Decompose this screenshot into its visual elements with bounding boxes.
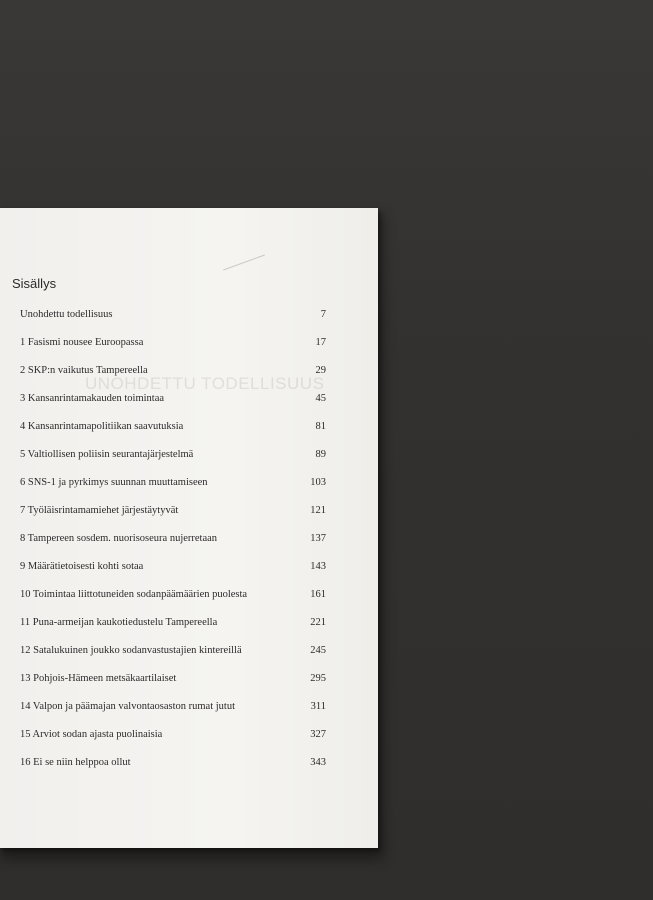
toc-entry-page-number: 327 — [310, 728, 326, 740]
toc-entry-title: 3 Kansanrintamakauden toimintaa — [20, 392, 165, 404]
toc-entry-page-number: 137 — [310, 532, 326, 544]
toc-entry-page-number: 245 — [310, 644, 326, 656]
toc-entry-page-number: 121 — [310, 504, 326, 516]
toc-entry — [20, 528, 326, 548]
bleed-through-text: UNOHDETTU TODELLISUUS — [85, 374, 325, 393]
toc-entry-page-number: 81 — [315, 420, 326, 432]
toc-entry-title: 11 Puna-armeijan kaukotiedustelu Tampereella — [20, 616, 218, 628]
toc-entry-title: 8 Tampereen sosdem. nuorisoseura nujerretaan — [20, 532, 218, 544]
toc-entry-title: 16 Ei se niin helppoa ollut — [20, 756, 131, 768]
toc-entry — [20, 472, 326, 492]
toc-entry-page-number: 29 — [315, 364, 326, 376]
toc-entry — [20, 724, 326, 744]
toc-entry — [20, 668, 326, 688]
toc-entry — [20, 556, 326, 576]
toc-entry — [20, 360, 326, 380]
toc-entry — [20, 416, 326, 436]
toc-entry-title: 1 Fasismi nousee Euroopassa — [20, 336, 144, 348]
toc-entry — [20, 584, 326, 604]
toc-entry — [20, 332, 326, 352]
toc-entry-title: 2 SKP:n vaikutus Tampereella — [20, 364, 148, 376]
toc-entry-title: 4 Kansanrintamapolitiikan saavutuksia — [20, 420, 184, 432]
toc-entry-page-number: 45 — [315, 392, 326, 404]
toc-entry-page-number: 103 — [310, 476, 326, 488]
toc-entry-title: 9 Määrätietoisesti kohti sotaa — [20, 560, 144, 572]
toc-entry — [20, 388, 326, 408]
toc-entry-title: 6 SNS-1 ja pyrkimys suunnan muuttamiseen — [20, 476, 208, 488]
toc-entry-title: 14 Valpon ja päämajan valvontaosaston rumat jutut — [20, 700, 236, 712]
toc-entry — [20, 752, 326, 772]
toc-entry-title: 15 Arviot sodan ajasta puolinaisia — [20, 728, 163, 740]
toc-entry-page-number: 17 — [315, 336, 326, 348]
toc-entry-page-number: 89 — [315, 448, 326, 460]
toc-entry-title: 13 Pohjois-Hämeen metsäkaartilaiset — [20, 672, 177, 684]
toc-entry-page-number: 221 — [310, 616, 326, 628]
toc-entry-title: Unohdettu todellisuus — [20, 308, 113, 320]
toc-entry-title: 7 Työläisrintamamiehet järjestäytyvät — [20, 504, 179, 516]
toc-entry — [20, 304, 326, 324]
toc-entry-page-number: 161 — [310, 588, 326, 600]
toc-entry-page-number: 311 — [310, 700, 326, 712]
page-title: Sisällys — [12, 276, 57, 291]
toc-entry-title: 10 Toimintaa liittotuneiden sodanpäämäärien puolesta — [20, 588, 248, 600]
toc-entry — [20, 444, 326, 464]
toc-entry-page-number: 143 — [310, 560, 326, 572]
toc-entry — [20, 612, 326, 632]
toc-entry-page-number: 343 — [310, 756, 326, 768]
toc-entry-title: 5 Valtiollisen poliisin seurantajärjestelmä — [20, 448, 194, 460]
toc-entry — [20, 640, 326, 660]
toc-entry — [20, 500, 326, 520]
toc-entry-title: 12 Satalukuinen joukko sodanvastustajien kintereillä — [20, 644, 242, 656]
toc-entry — [20, 696, 326, 716]
toc-entry-page-number: 7 — [320, 308, 326, 320]
toc-entry-page-number: 295 — [310, 672, 326, 684]
